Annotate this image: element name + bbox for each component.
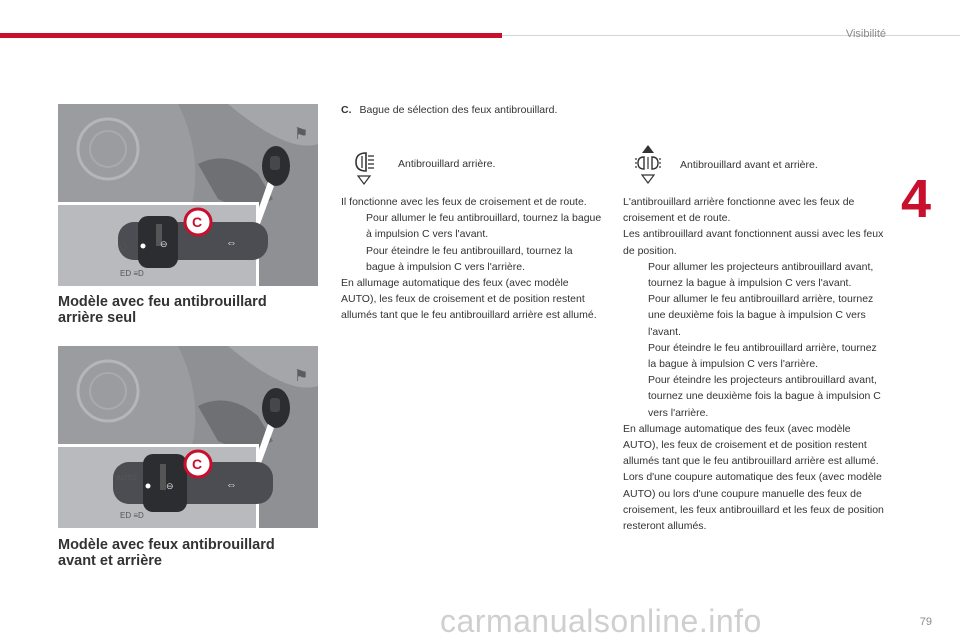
svg-text:C: C [192,456,203,472]
chapter-number: 4 [901,169,932,229]
figure-caption [341,104,557,116]
svg-text:⇔: ⇔ [226,237,237,249]
svg-text:ED ≡D: ED ≡D [120,269,144,278]
caption-letter: C. [341,104,352,116]
watermark: carmanualsonline.info [440,603,762,639]
rear-fog-label: Antibrouillard arrière. [398,158,496,170]
list-item: Pour éteindre le feu antibrouillard, tournez la bague à impulsion C vers l'arrière. [366,244,573,273]
svg-text:⚑: ⚑ [294,126,309,143]
header-rule [502,35,960,36]
rear-fog-light-icon [352,148,376,188]
list-item: Pour allumer les projecteurs antibrouillard avant, tournez la bague à impulsion C vers l'avant. [648,260,874,290]
heading-rear-fog-only: Modèle avec feu antibrouillard arrière seul [58,294,267,326]
col2-note1: En allumage automatique des feux (avec modèle AUTO), les feux de croisement et de position restent allumés tant que le feu antibrouillard arrière est allumé. [623,422,879,468]
svg-text:C: C [192,214,203,230]
col1-intro: Il fonctionne avec les feux de croisement et de route. [341,196,587,208]
svg-text:ED ≡D: ED ≡D [120,511,144,520]
list-item: Pour allumer le feu antibrouillard, tournez la bague à impulsion C vers l'avant. [366,212,602,241]
col1-note: En allumage automatique des feux (avec modèle AUTO), les feux de croisement et de position restent allumés tant que le feu antibrouillard arrière est allumé. [341,277,597,322]
svg-text:⊖: ⊖ [160,239,168,249]
list-item: Pour allumer le feu antibrouillard arrière, tournez une deuxième fois la bague à impulsion C vers l'avant. [648,293,874,338]
front-rear-fog-label: Antibrouillard avant et arrière. [680,159,818,171]
photo-rear-fog-switch [58,104,318,286]
heading-front-rear-fog: Modèle avec feux antibrouillard avant et arrière [58,537,275,569]
photo-front-rear-fog-switch [58,346,318,528]
svg-text:⊖: ⊖ [166,481,174,491]
col2-intro1: L'antibrouillard arrière fonctionne avec les feux de croisement et de route. [623,196,855,225]
list-item: Pour éteindre les projecteurs antibrouillard avant, tournez une deuxième fois la bague à impulsion C vers l'arrière. [648,374,881,419]
page-number: 79 [919,616,932,628]
svg-text:⚑: ⚑ [294,368,309,385]
rear-fog-instructions [341,194,603,324]
col2-note2: Lors d'une coupure automatique des feux (avec modèle AUTO) ou lors d'une coupure manuelle des feux de croisement, les feux antibrouillard et les feux de position resteront allumés. [623,471,884,533]
svg-text:⇔: ⇔ [226,479,237,491]
front-and-rear-fog-light-icon [634,143,662,189]
list-item: Pour éteindre le feu antibrouillard arrière, tournez la bague à impulsion C vers l'arrière. [648,341,877,371]
svg-text:O: O [120,242,128,252]
header-accent-bar [0,33,502,38]
caption-text: Bague de sélection des feux antibrouillard. [359,104,558,116]
col2-intro2: Les antibrouillard avant fonctionnent aussi avec les feux de position. [623,228,884,257]
svg-text:AUTO: AUTO [116,473,138,482]
section-title: Visibilité [845,28,886,40]
front-rear-fog-instructions [623,194,885,534]
rear-fog-legend [352,148,602,188]
front-rear-fog-legend [634,143,874,189]
